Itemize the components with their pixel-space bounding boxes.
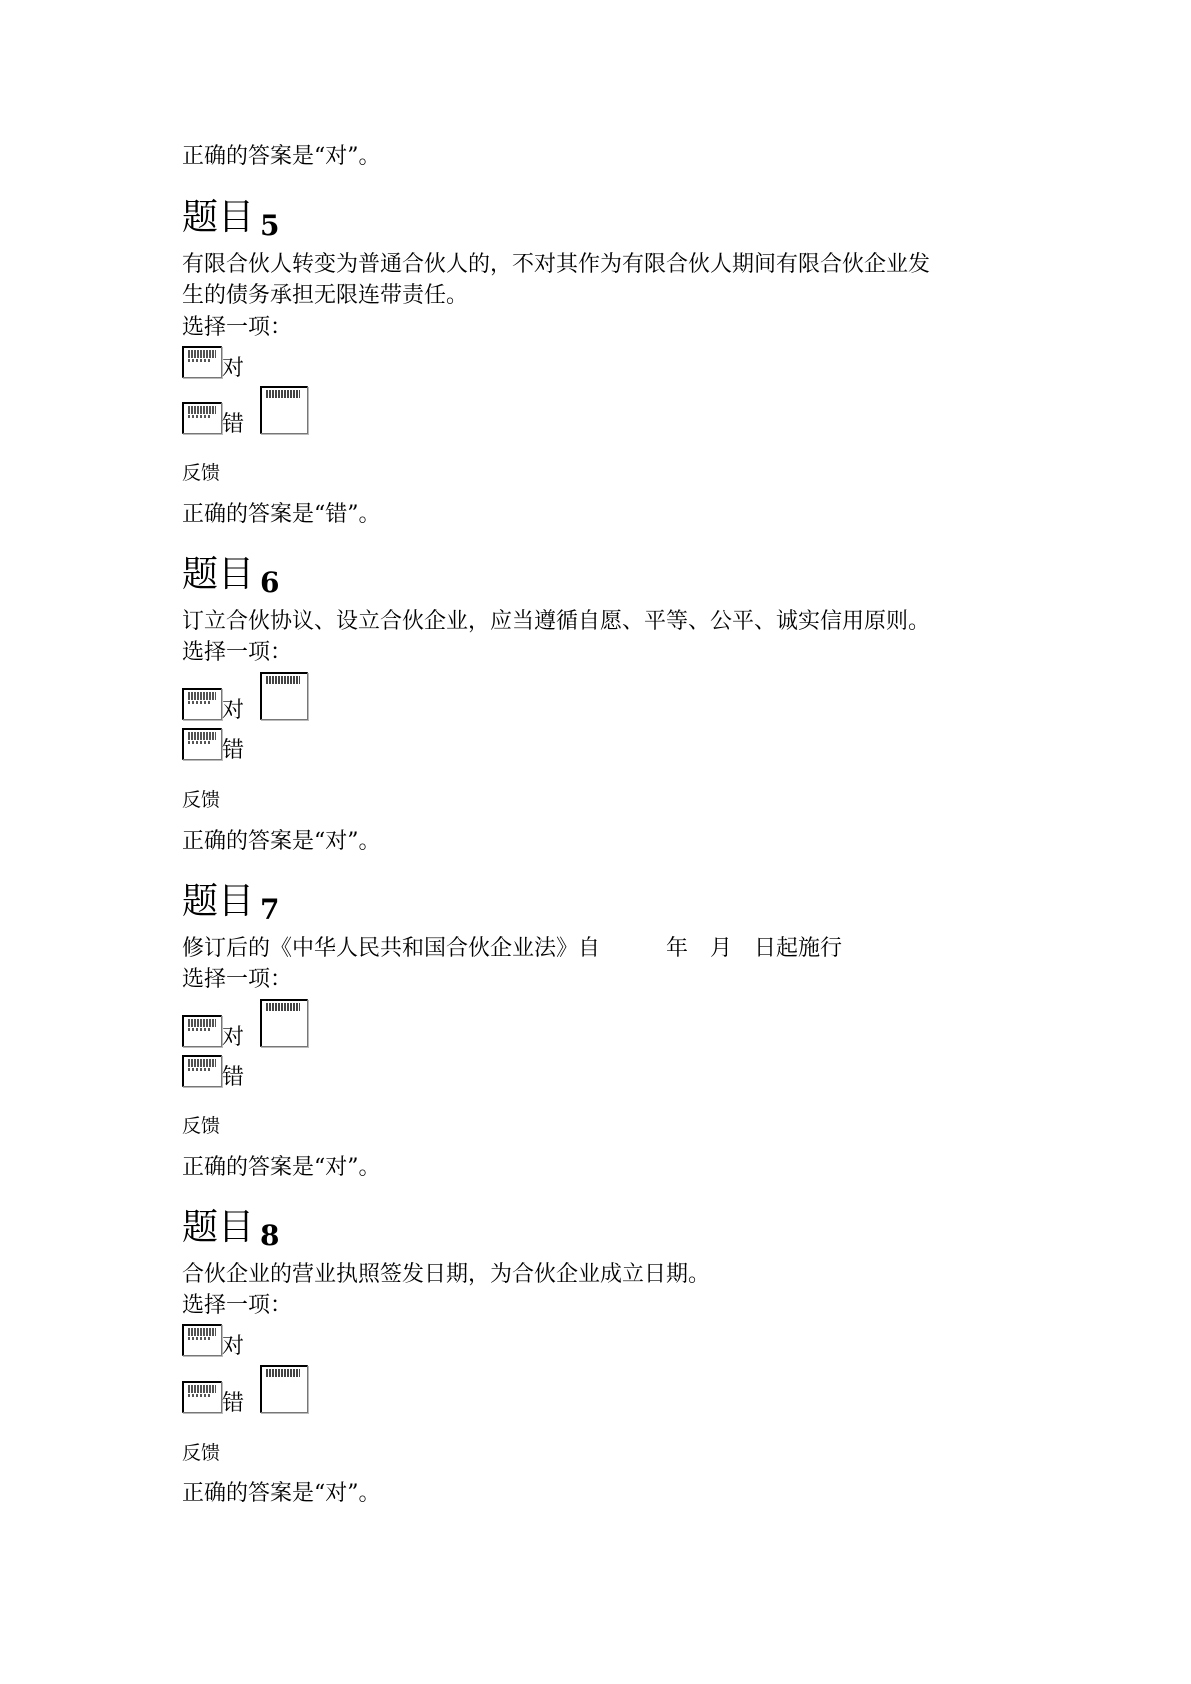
question-7-answer: 正确的答案是“对”。 [182,1155,381,1180]
question-7-radio-false[interactable] [182,1055,222,1087]
question-5-correct-marker-icon [260,386,308,434]
previous-answer: 正确的答案是“对”。 [182,144,381,169]
question-5-text-line1: 有限合伙人转变为普通合伙人的，不对其作为有限合伙人期间有限合伙企业发 [182,252,931,277]
question-5-text-line2: 生的债务承担无限连带责任。 [182,283,469,308]
question-7-prompt: 选择一项： [182,967,293,992]
question-6-prompt: 选择一项： [182,640,293,665]
question-7-feedback-label: 反馈 [182,1115,221,1137]
question-5-option-false-label[interactable]: 错 [222,412,245,437]
question-5-radio-false[interactable] [182,402,222,434]
question-6-heading [182,553,280,599]
question-5-feedback-label: 反馈 [182,462,221,484]
question-8-answer: 正确的答案是“对”。 [182,1481,381,1506]
question-8-option-true-label[interactable]: 对 [222,1334,245,1359]
question-7-radio-true[interactable] [182,1015,222,1047]
question-8-prompt: 选择一项： [182,1293,293,1318]
question-8-text-line1: 合伙企业的营业执照签发日期，为合伙企业成立日期。 [182,1262,711,1287]
question-6-radio-true[interactable] [182,688,222,720]
question-8-heading [182,1206,280,1252]
question-6-option-false-label[interactable]: 错 [222,738,245,763]
question-6-text-line1: 订立合伙协议、设立合伙企业，应当遵循自愿、平等、公平、诚实信用原则。 [182,609,931,634]
question-6-feedback-label: 反馈 [182,789,221,811]
question-8-radio-false[interactable] [182,1381,222,1413]
question-8-correct-marker-icon [260,1365,308,1413]
question-5-option-true-label[interactable]: 对 [222,356,245,381]
question-5-heading [182,196,280,242]
question-7-text-line1: 修订后的《中华人民共和国合伙企业法》自 年 月 日起施行 [182,936,843,961]
question-5-radio-true[interactable] [182,346,222,378]
question-number: 7 [260,893,280,926]
question-heading-word: 题目 [182,881,255,922]
question-6-correct-marker-icon [260,672,308,720]
question-6-option-true-label[interactable]: 对 [222,698,245,723]
question-number: 8 [260,1219,280,1252]
question-7-heading [182,880,280,926]
question-heading-word: 题目 [182,554,255,595]
question-number: 6 [260,566,280,599]
question-8-radio-true[interactable] [182,1324,222,1356]
question-heading-word: 题目 [182,1207,255,1248]
question-6-radio-false[interactable] [182,728,222,760]
question-number: 5 [260,209,280,242]
question-heading-word: 题目 [182,197,255,238]
question-8-feedback-label: 反馈 [182,1442,221,1464]
question-6-answer: 正确的答案是“对”。 [182,829,381,854]
question-5-answer: 正确的答案是“错”。 [182,502,381,527]
question-7-correct-marker-icon [260,999,308,1047]
question-7-option-false-label[interactable]: 错 [222,1065,245,1090]
question-7-option-true-label[interactable]: 对 [222,1025,245,1050]
question-5-prompt: 选择一项： [182,315,293,340]
question-8-option-false-label[interactable]: 错 [222,1391,245,1416]
